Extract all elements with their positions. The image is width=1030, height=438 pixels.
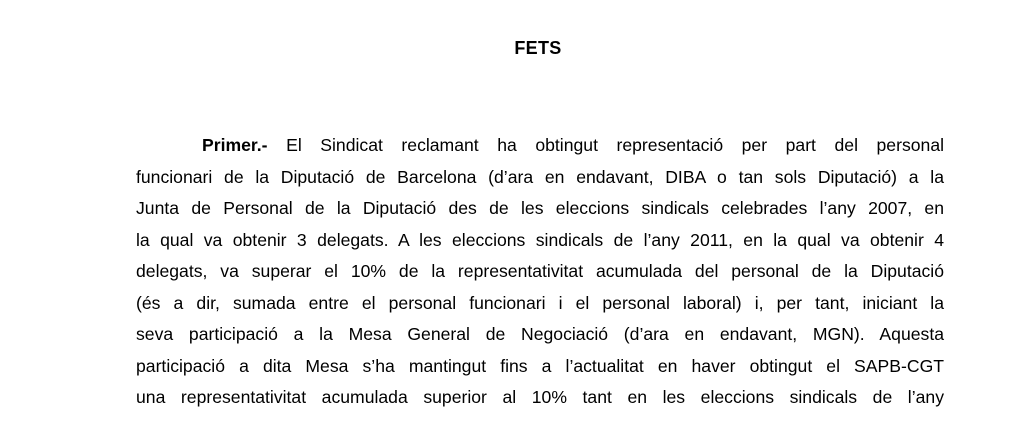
paragraph-lead: Primer.- (202, 135, 268, 155)
paragraph-line: participació a dita Mesa s’ha mantingut fins a l’actualitat en haver obtingut el SAPB-CGT (136, 355, 944, 376)
paragraph-line-text: El Sindicat reclamant ha obtingut representació per part del personal (286, 135, 945, 155)
paragraph-line: funcionari de la Diputació de Barcelona (d’ara en endavant, DIBA o tan sols Diputació) a la (136, 166, 944, 187)
paragraph-line: Junta de Personal de la Diputació des de les eleccions sindicals celebrades l’any 2007, en (136, 198, 944, 218)
paragraph-line: la qual va obtenir 3 delegats. A les eleccions sindicals de l’any 2011, en la qual va obtenir 4 (136, 229, 944, 250)
paragraph-line: seva participació a la Mesa General de Negociació (d’ara en endavant, MGN). Aquesta (136, 324, 944, 344)
paragraph-primer (136, 130, 944, 414)
paragraph-line (136, 130, 944, 162)
paragraph-line: una representativitat acumulada superior al 10% tant en les eleccions sindicals de l’any (136, 387, 944, 407)
paragraph-line: (és a dir, sumada entre el personal funcionari i el personal laboral) i, per tant, iniciant la (136, 292, 944, 313)
paragraph-line: delegats, va superar el 10% de la representativitat acumulada del personal de la Diputació (136, 261, 944, 281)
section-heading: FETS (514, 38, 562, 58)
